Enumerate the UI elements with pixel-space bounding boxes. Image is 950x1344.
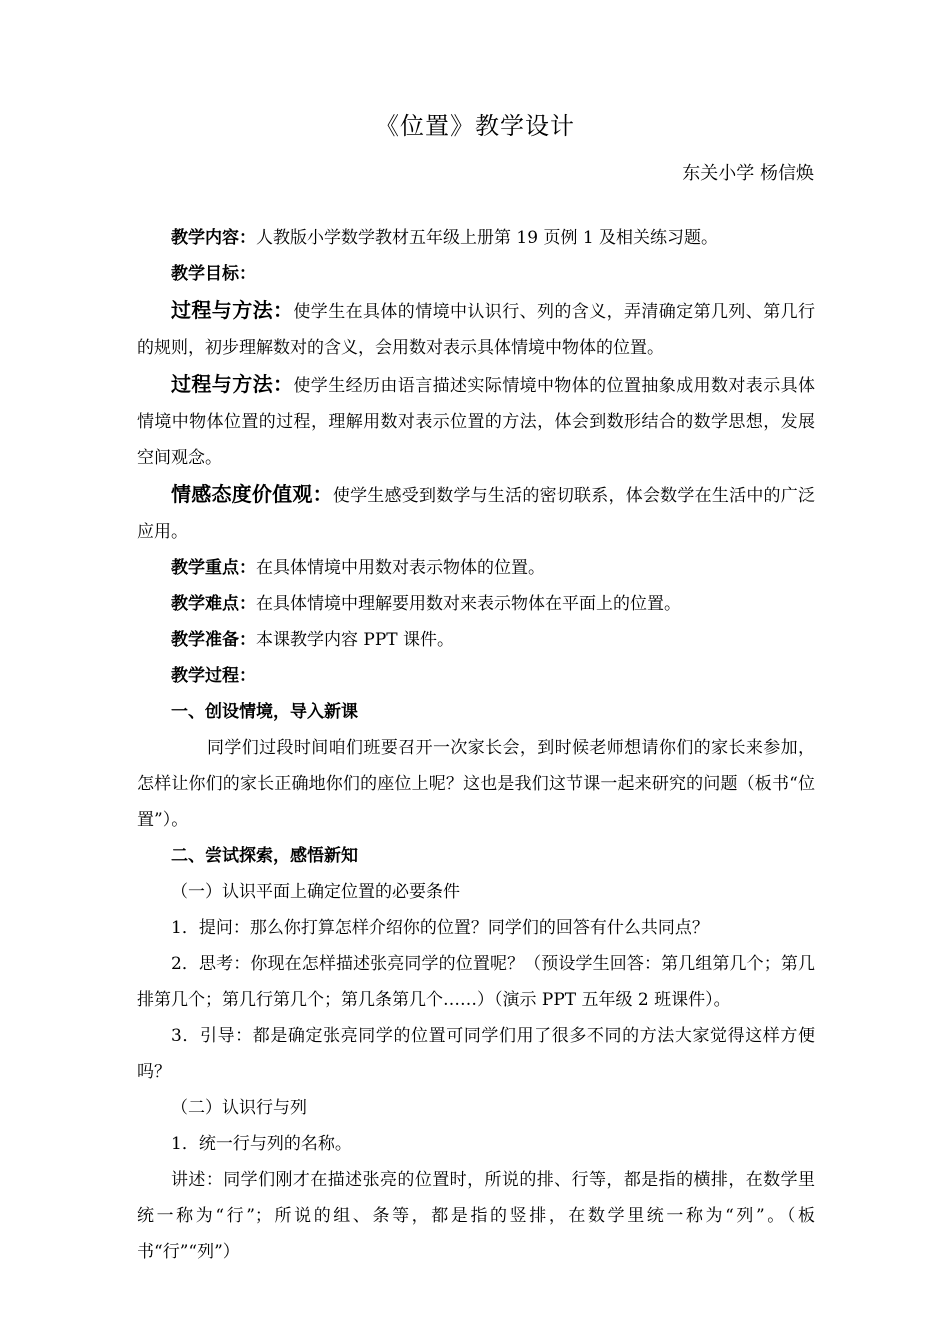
objective-1: [137, 292, 815, 366]
objective-3-label: 情感态度价值观：: [171, 482, 333, 506]
objective-2-label: 过程与方法：: [171, 372, 294, 396]
difficulty-text: 在具体情境中理解要用数对来表示物体在平面上的位置。: [256, 594, 681, 614]
narration: 讲述：同学们刚才在描述张亮的位置时，所说的排、行等，都是指的横排，在数学里统一称为“行”；所说的组、条等，都是指的竖排，在数学里统一称为“列”。（板书“行”“列”）: [137, 1170, 815, 1262]
teaching-content-label: 教学内容：: [171, 228, 256, 248]
process-label: 教学过程：: [171, 666, 256, 686]
difficulty-label: 教学难点：: [171, 594, 256, 614]
objective-3: [137, 476, 815, 550]
objectives-label: 教学目标：: [171, 264, 256, 284]
document-title: 《位置》教学设计: [375, 112, 575, 140]
teaching-content-text: 人教版小学数学教材五年级上册第 19 页例 1 及相关练习题。: [256, 228, 719, 248]
section-2-heading: 二、尝试探索，感悟新知: [171, 846, 358, 866]
author-line: 东关小学 杨信焕: [682, 163, 814, 184]
key-point: [137, 550, 815, 586]
item-3: 3．引导：都是确定张亮同学的位置可同学们用了很多不同的方法大家觉得这样方便吗？: [137, 1026, 815, 1082]
objective-2: [137, 366, 815, 476]
objective-2-text: 使学生经历由语言描述实际情境中物体的位置抽象成用数对表示具体情境中物体位置的过程，理解用数对表示位置的方法，体会到数形结合的数学思想，发展空间观念。: [137, 376, 816, 468]
section-1-text: 同学们过段时间咱们班要召开一次家长会，到时候老师想请你们的家长来参加，怎样让你们的家长正确地你们的座位上呢？这也是我们这节课一起来研究的问题（板书“位置”）。: [137, 738, 815, 830]
difficulty: [137, 586, 815, 622]
teaching-content: [137, 220, 815, 256]
document-body: [137, 220, 815, 1270]
objective-1-text: 使学生在具体的情境中认识行、列的含义，弄清确定第几列、第几行的规则，初步理解数对的含义，会用数对表示具体情境中物体的位置。: [137, 302, 816, 358]
key-point-label: 教学重点：: [171, 558, 256, 578]
section-1-heading: 一、创设情境，导入新课: [171, 702, 358, 722]
key-point-text: 在具体情境中用数对表示物体的位置。: [256, 558, 545, 578]
objective-3-text: 使学生感受到数学与生活的密切联系，体会数学在生活中的广泛应用。: [137, 486, 816, 542]
teaching-process-label: [137, 658, 815, 694]
subsection-2-heading: （二）认识行与列: [171, 1098, 307, 1118]
item-4: 1．统一行与列的名称。: [171, 1134, 352, 1154]
preparation-text: 本课教学内容 PPT 课件。: [256, 630, 455, 650]
item-1: 1．提问：那么你打算怎样介绍你的位置？同学们的回答有什么共同点？: [171, 918, 709, 938]
subsection-1-heading: （一）认识平面上确定位置的必要条件: [171, 882, 460, 902]
preparation: [137, 622, 815, 658]
preparation-label: 教学准备：: [171, 630, 256, 650]
objective-1-label: 过程与方法：: [171, 298, 294, 322]
item-2: 2．思考：你现在怎样描述张亮同学的位置呢？（预设学生回答：第几组第几个；第几排第几个；第几行第几个；第几条第几个……）（演示 PPT 五年级 2 班课件）。: [137, 954, 815, 1010]
teaching-objectives-label: [137, 256, 815, 292]
